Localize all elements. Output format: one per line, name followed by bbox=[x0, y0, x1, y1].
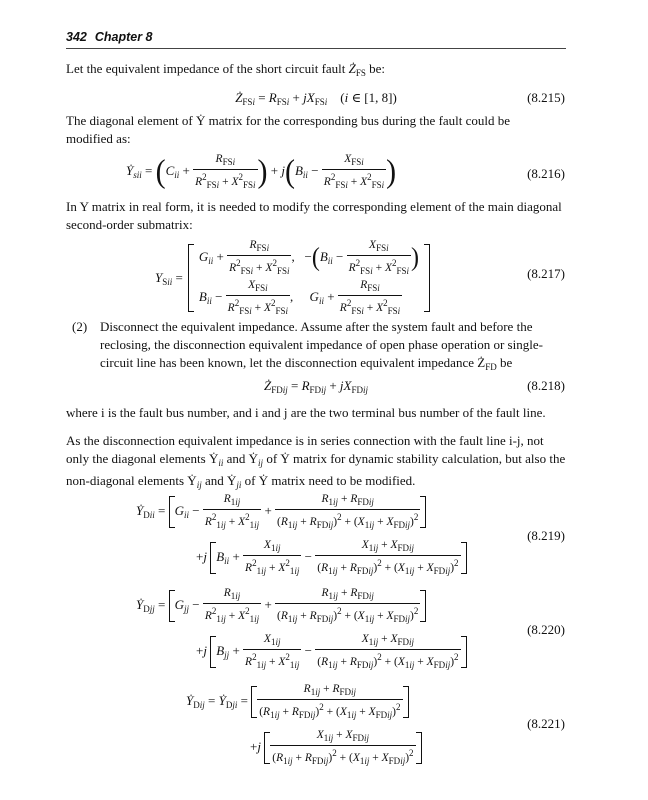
equation-8-219: Ẏ$_{Dii}$ = $G_{ii}$ − $\frac{R_{1ij}}{R^2_{1ij} + X^2_{1ij}}$ + $\frac{R_{1ij} + R_{FDij}}{(R_{1ij} + R_{FDij})^2 + (X_{1ij} + X_{FDij})^2}$ +j $B_{ii}$ + $\frac{X_{1ij}}{R^2_{1ij} + X^2_{1ij}}$ − $\frac{X_{1ij} + X_{FDij}}{(R_{1ij} + R_{FDij})^2 + (X_{1ij} + X_{FDij})^2}$ bbox=[66, 492, 636, 578]
equation-8-216: Ẏ$_{sii}$ = ($C_{ii}$ + $\frac{R_{FSi}}{R^2_{FSi} + X^2_{FSi}}$ ) + $j(B_{ii}$ − $\frac{X_{FSi}}{R^2_{FSi} + X^2_{FSi}}$ ) bbox=[126, 153, 397, 190]
paragraph-4: where i is the fault bus number, and i and j are the two terminal bus number of the fault line. bbox=[66, 405, 546, 420]
equation-number: (8.219) bbox=[527, 528, 565, 543]
equation-8-218: $Ż_{FDij} = R_{FDij} + jX_{FDij}$ bbox=[263, 378, 369, 395]
paragraph-3: In Y matrix in real form, it is needed to modify the corresponding element of the main diagonal second-order submatrix: bbox=[66, 199, 562, 232]
equation-8-215: $Ż_{FSi} = R_{FSi} + jX_{FSi}$ (i ∈ [1, 8]) bbox=[235, 90, 397, 107]
equation-number: (8.215) bbox=[527, 90, 565, 105]
equation-number: (8.220) bbox=[527, 622, 565, 637]
equation-8-221: Ẏ$_{Dij}$ = Ẏ$_{Dji}$ = $\frac{R_{1ij} + R_{FDij}}{(R_{1ij} + R_{FDij})^2 + (X_{1ij} + X_{FDij})^2}$ +j $\frac{X_{1ij} + X_{FDij}}{(R_{1ij} + R_{FDij})^2 + (X_{1ij} + X_{FDij})^2}$ bbox=[66, 682, 648, 768]
equation-number: (8.217) bbox=[527, 266, 565, 281]
running-header bbox=[66, 30, 153, 44]
header-rule bbox=[66, 48, 566, 49]
equation-number: (8.218) bbox=[527, 378, 565, 393]
equation-8-220: Ẏ$_{Djj}$ = $G_{jj}$ − $\frac{R_{1ij}}{R^2_{1ij} + X^2_{1ij}}$ + $\frac{R_{1ij} + R_{FDij}}{(R_{1ij} + R_{FDij})^2 + (X_{1ij} + X_{FDij})^2}$ +j $B_{jj}$ + $\frac{X_{1ij}}{R^2_{1ij} + X^2_{1ij}}$ − $\frac{X_{1ij} + X_{FDij}}{(R_{1ij} + R_{FDij})^2 + (X_{1ij} + X_{FDij})^2}$ bbox=[66, 586, 636, 672]
equation-8-217: $Y_{Sii}$ = $G_{ii}$ + $\frac{R_{FSi}}{R^2_{FSi} + X^2_{FSi}}$ , $-(B_{ii}$ − $\frac{X_{FSi}}{R^2_{FSi} + X^2_{FSi}}$ ) $B_{ii}$ − $\frac{X_{FSi}}{R^2_{FSi} + X^2_{FSi}}$ , $G_{ii}$ + $\frac{R_{FSi}}{R^2_{FSi} + X^2_{FSi}}$ bbox=[66, 238, 648, 318]
page-number: 342 bbox=[66, 30, 87, 44]
paragraph-2: The diagonal element of Ẏ matrix for the corresponding bus during the fault could be modified as: bbox=[66, 113, 511, 146]
equation-number: (8.221) bbox=[527, 716, 565, 731]
paragraph-1: Let the equivalent impedance of the short circuit fault $Ż_{FS}$ be: bbox=[66, 61, 386, 78]
paragraph-5: As the disconnection equivalent impedance is in series connection with the fault line i-j, not only the diagonal elements Ẏ$_{ii}$ and Ẏ$_{ij}$ of Ẏ matrix for dynamic stability calculation, but also the non-diagonal elements Ẏ$_{ij}$ and Ẏ$_{ji}$ of Ẏ matrix need to be modified. bbox=[66, 433, 566, 490]
list-item-2: (2) Disconnect the equivalent impedance. Assume after the system fault and before the reclosing, the disconnection equivalent impedance of open phase operation or single- circuit line has been known, let the disconnection equivalent impedance $Ż_{FD}$ be bbox=[72, 319, 543, 372]
chapter-title: Chapter 8 bbox=[94, 30, 153, 44]
equation-number: (8.216) bbox=[527, 166, 565, 181]
